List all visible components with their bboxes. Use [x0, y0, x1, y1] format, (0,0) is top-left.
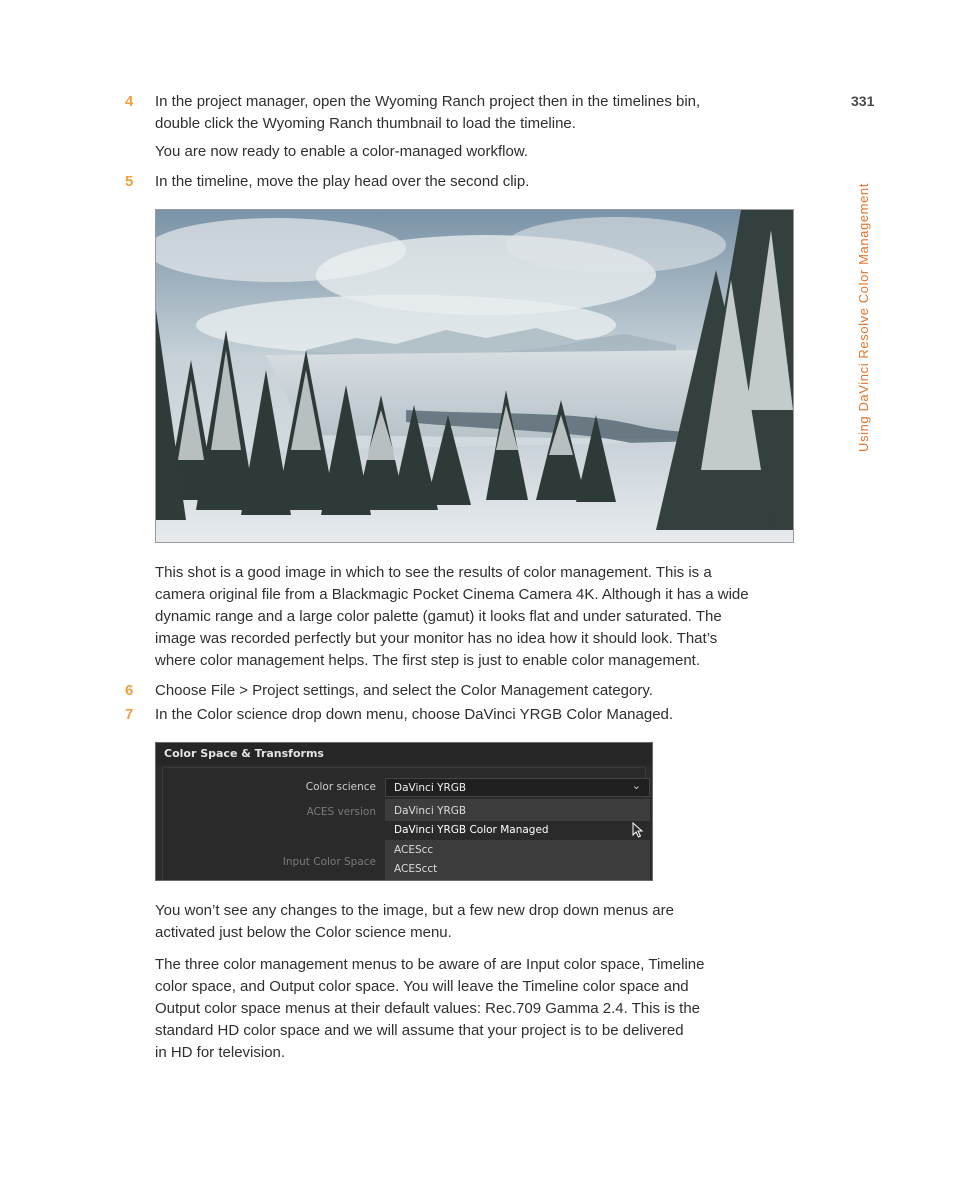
paragraph-menus-line-4: standard HD color space and we will assume that your project is to be delivered: [155, 1022, 684, 1039]
step-number-5: 5: [125, 173, 134, 190]
menu-option-davinci-yrgb[interactable]: DaVinci YRGB: [394, 805, 467, 817]
chevron-down-icon: ⌄: [631, 779, 641, 792]
paragraph-menus-line-3: Output color space menus at their default values: Rec.709 Gamma 2.4. This is the: [155, 1000, 701, 1017]
paragraph-changes-line-2: activated just below the Color science menu.: [155, 924, 452, 941]
panel-header-label: Color Space & Transforms: [164, 747, 324, 760]
menu-option-label: DaVinci YRGB Color Managed: [394, 824, 549, 836]
step-number-4: 4: [125, 93, 134, 110]
color-space-transforms-panel: [155, 742, 653, 881]
chapter-side-title: Using DaVinci Resolve Color Management: [856, 183, 871, 452]
color-science-select[interactable]: [385, 778, 650, 797]
paragraph-shot-line-4: image was recorded perfectly but your monitor has no idea how it should look. That’s: [155, 630, 718, 647]
step-text-4-line-2: double click the Wyoming Ranch thumbnail to load the timeline.: [155, 115, 576, 132]
menu-option-acescc[interactable]: ACEScc: [394, 844, 434, 856]
input-color-space-label: Input Color Space: [282, 856, 376, 868]
menu-option-davinci-yrgb-color-managed[interactable]: [385, 821, 650, 840]
paragraph-shot-line-2: camera original file from a Blackmagic Pocket Cinema Camera 4K. Although it has a wide: [155, 586, 749, 603]
step-number-6: 6: [125, 682, 134, 699]
step-text-6: Choose File > Project settings, and select the Color Management category.: [155, 682, 653, 699]
menu-option-acescct[interactable]: ACEScct: [394, 863, 438, 875]
step-text-7: In the Color science drop down menu, choose DaVinci YRGB Color Managed.: [155, 706, 674, 723]
aces-version-label: ACES version: [306, 806, 376, 818]
paragraph-menus-line-2: color space, and Output color space. You will leave the Timeline color space and: [155, 978, 689, 995]
panel-header: [156, 743, 652, 765]
paragraph-ready: You are now ready to enable a color-managed workflow.: [155, 143, 529, 160]
paragraph-menus-line-1: The three color management menus to be aware of are Input color space, Timeline: [155, 956, 705, 973]
landscape-photo: [155, 209, 794, 543]
step-text-4-line-1: In the project manager, open the Wyoming Ranch project then in the timelines bin,: [155, 93, 701, 110]
color-science-selected-value: DaVinci YRGB: [394, 782, 467, 794]
step-text-5: In the timeline, move the play head over the second clip.: [155, 173, 530, 190]
color-science-label: Color science: [305, 781, 376, 793]
paragraph-shot-line-3: dynamic range and a large color palette (gamut) it looks flat and under saturated. The: [155, 608, 722, 625]
page-number: 331: [851, 93, 875, 109]
paragraph-shot-line-5: where color management helps. The first step is just to enable color management.: [155, 652, 701, 669]
step-number-7: 7: [125, 706, 134, 723]
paragraph-changes-line-1: You won’t see any changes to the image, but a few new drop down menus are: [155, 902, 674, 919]
color-science-dropdown-menu: [385, 799, 650, 881]
paragraph-shot-line-1: This shot is a good image in which to see the results of color management. This is a: [155, 564, 712, 581]
paragraph-menus-line-5: in HD for television.: [155, 1044, 286, 1061]
